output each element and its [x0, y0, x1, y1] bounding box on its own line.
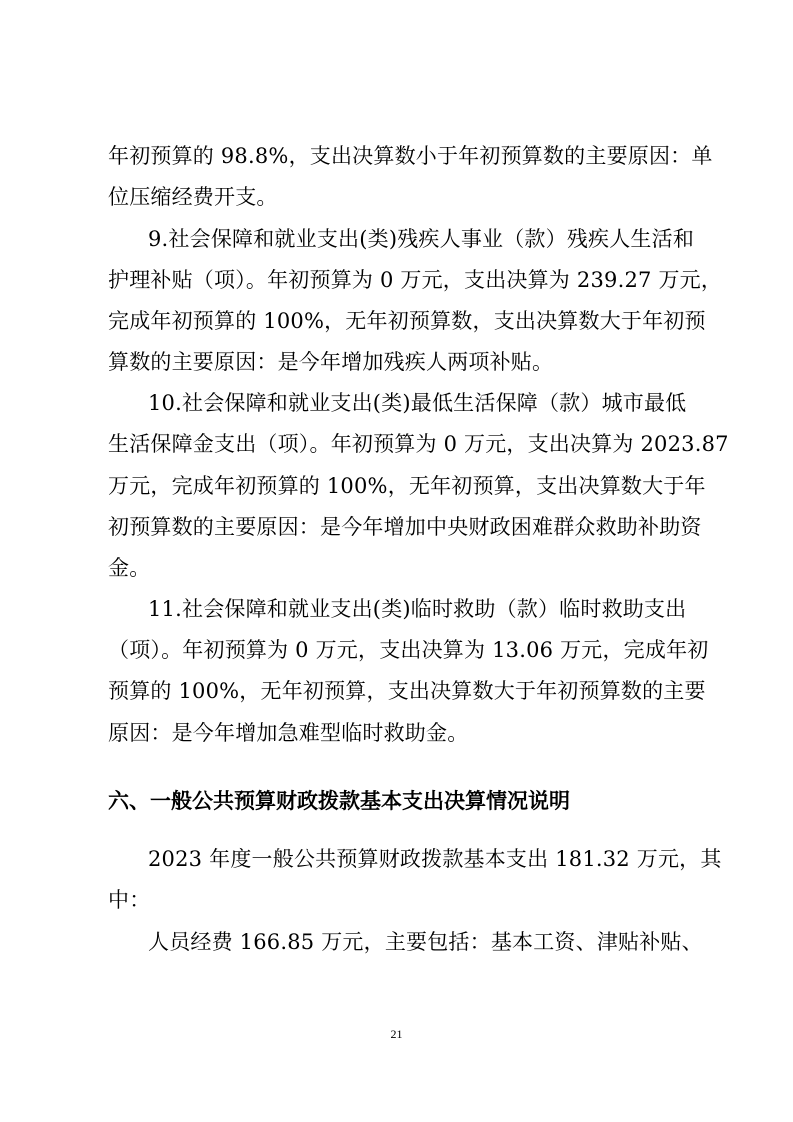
- page-number: 21: [390, 1027, 403, 1041]
- paragraph-line: 位压缩经费开支。: [108, 185, 278, 209]
- paragraph-line: 生活保障金支出（项）。年初预算为 0 万元，支出决算为 2023.87: [108, 432, 729, 456]
- section-heading: 六、一般公共预算财政拨款基本支出决算情况说明: [108, 788, 570, 813]
- paragraph-line: 人员经费 166.85 万元，主要包括：基本工资、津贴补贴、: [148, 930, 703, 954]
- paragraph-line: 11.社会保障和就业支出(类)临时救助（款）临时救助支出: [148, 597, 687, 621]
- paragraph-line: （项）。年初预算为 0 万元，支出决算为 13.06 万元，完成年初: [108, 638, 709, 662]
- paragraph-line: 10.社会保障和就业支出(类)最低生活保障（款）城市最低: [148, 391, 687, 415]
- paragraph-line: 预算的 100%，无年初预算，支出决算数大于年初预算数的主要: [108, 679, 706, 703]
- paragraph-line: 2023 年度一般公共预算财政拨款基本支出 181.32 万元，其: [148, 847, 722, 871]
- paragraph-line: 9.社会保障和就业支出(类)残疾人事业（款）残疾人生活和: [148, 227, 695, 251]
- paragraph-line: 年初预算的 98.8%，支出决算数小于年初预算数的主要原因：单: [108, 144, 713, 168]
- paragraph-line: 完成年初预算的 100%，无年初预算数，支出决算数大于年初预: [108, 309, 706, 333]
- paragraph-line: 算数的主要原因：是今年增加残疾人两项补贴。: [108, 350, 554, 374]
- paragraph-line: 金。: [108, 556, 151, 580]
- paragraph-line: 万元，完成年初预算的 100%，无年初预算，支出决算数大于年: [108, 474, 706, 498]
- paragraph-line: 初预算数的主要原因：是今年增加中央财政困难群众救助补助资: [108, 515, 702, 539]
- paragraph-line: 中：: [108, 888, 151, 912]
- paragraph-line: 护理补贴（项）。年初预算为 0 万元，支出决算为 239.27 万元，: [108, 268, 723, 292]
- paragraph-line: 原因：是今年增加急难型临时救助金。: [108, 721, 469, 745]
